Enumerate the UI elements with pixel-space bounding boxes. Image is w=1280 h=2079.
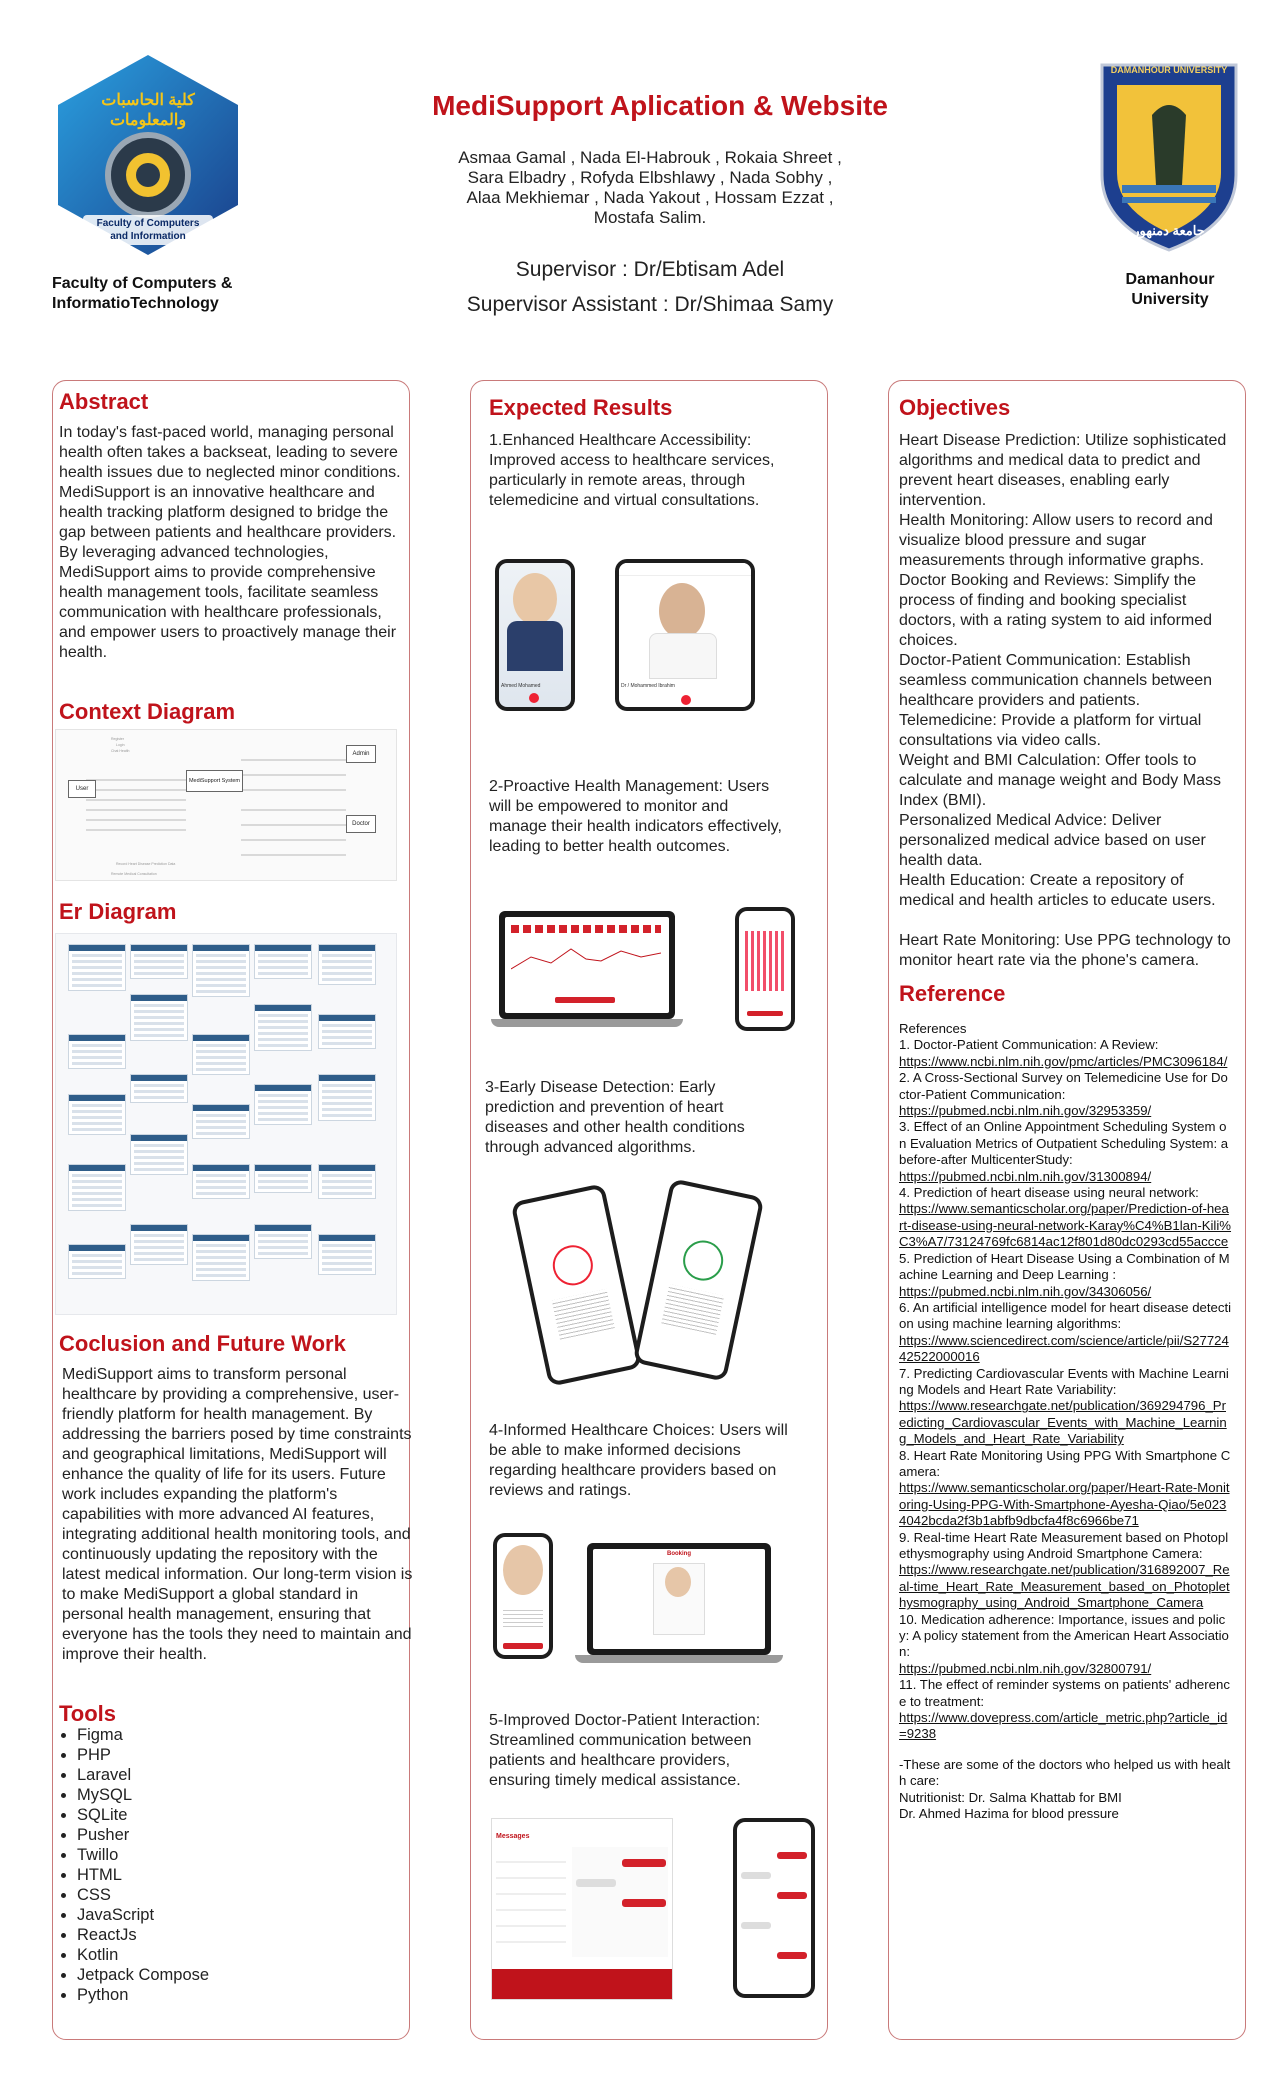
reference-list	[899, 1021, 1233, 1823]
reference-entry: 6. An artificial intelligence model for heart disease detection using machine learning algorithms:	[899, 1299, 1232, 1332]
messages-website	[491, 1818, 673, 2000]
objectives-title: Objectives	[899, 395, 1011, 420]
university-caption-line-2: University	[1131, 291, 1209, 308]
faculty-caption-line-2: InformatioTechnology	[52, 295, 219, 312]
university-caption	[1090, 270, 1250, 310]
list-item: Doctor Booking and Reviews: Simplify the process of finding and booking specialist doctors, with a rating system to aid informed choices.	[899, 572, 1213, 649]
reference-link[interactable]: https://www.researchgate.net/publication/369294796_Predicting_Cardiovascular_Events_with_Machine_Learning_Models_and_Heart_Rate_Variability	[899, 1398, 1227, 1447]
reference-entry: 10. Medication adherence: Importance, issues and policy: A policy statement from the American Heart Association:	[899, 1611, 1229, 1660]
er-diagram-title: Er Diagram	[59, 899, 177, 924]
reference-entry: 5. Prediction of Heart Disease Using a Combination of Machine Learning and Deep Learning :	[899, 1250, 1230, 1283]
abstract-text: In today's fast-paced world, managing personal health often takes a backseat, leading to severe health issues due to neglected minor conditions. MediSupport is an innovative healthcare and health tracking platform designed to bridge the gap between patients and healthcare providers. By leveraging advanced technologies, MediSupport aims to provide comprehensive health management tools, facilitate seamless communication with healthcare professionals, and empower users to proactively manage their health.	[59, 424, 401, 661]
tools-list	[51, 1725, 237, 2005]
booking-title: Booking	[667, 1551, 691, 1557]
reference-entry: 7. Predicting Cardiovascular Events with Machine Learning Models and Heart Rate Variability:	[899, 1365, 1229, 1397]
list-item: Doctor-Patient Communication: Establish seamless communication channels between healthcare providers and patients.	[899, 652, 1213, 709]
list-item: Personalized Medical Advice: Deliver personalized medical advice based on user health data.	[899, 812, 1206, 869]
list-item: • Twillo	[77, 1845, 237, 1865]
authors-line: Mostafa Salim.	[593, 208, 707, 227]
university-logo-arabic: جامعة دمنهور	[1133, 223, 1205, 238]
tools-title: Tools	[59, 1701, 117, 1726]
svg-text:Register: Register	[111, 737, 125, 741]
list-item: • Laravel	[77, 1765, 237, 1785]
reference-entry: 2. A Cross-Sectional Survey on Telemedicine Use for Doctor-Patient Communication:	[899, 1070, 1228, 1102]
health-dashboard-phone	[735, 907, 795, 1031]
doctors-intro: -These are some of the doctors who helped us with health care:	[899, 1756, 1231, 1789]
conclusion-text: MediSupport aims to transform personal healthcare by providing a comprehensive, user-friendly platform for health management. By addressing the barriers posed by time constraints and geographical limitations, MediSupport will enhance the quality of life for its users. Future work includes expanding the platform's capabilities with more advanced AI features, integrating additional health monitoring tools, and continuously updating the repository with the latest medical information. Our long-term vision is to make MediSupport a global standard in personal health management, ensuring that everyone has the tools they need to maintain and improve their health.	[62, 1366, 413, 1663]
heart-prediction-phone-2	[632, 1178, 764, 1382]
caller-name: Ahmed Mohamed	[501, 683, 541, 689]
doctor-credit: Nutritionist: Dr. Salma Khattab for BMI	[899, 1789, 1122, 1805]
node-system: MediSupport System	[186, 770, 243, 792]
conclusion-title: Coclusion and Future Work	[59, 1331, 346, 1356]
svg-text:Record Heart Disease Predictio: Record Heart Disease Prediction Data	[116, 862, 176, 866]
faculty-logo-text-1: Faculty of Computers	[96, 218, 200, 229]
list-item: • CSS	[77, 1885, 237, 1905]
context-diagram-title: Context Diagram	[59, 699, 236, 724]
faculty-logo	[48, 50, 248, 260]
messages-title: Messages	[496, 1833, 530, 1840]
abstract-title: Abstract	[59, 389, 149, 414]
reference-link[interactable]: https://www.sciencedirect.com/science/article/pii/S2772442522000016	[899, 1332, 1229, 1365]
list-item: Health Education: Create a repository of medical and health articles to educate users.	[899, 872, 1216, 909]
university-logo-top-text: DAMANHOUR UNIVERSITY	[1110, 65, 1228, 75]
reference-title: Reference	[899, 981, 1006, 1006]
node-doctor: Doctor	[346, 815, 376, 833]
authors	[420, 148, 880, 228]
faculty-caption-line-1: Faculty of Computers &	[52, 275, 233, 292]
reference-entry: 9. Real-time Heart Rate Measurement based on Photoplethysmography using Android Smartphone Camera:	[899, 1529, 1229, 1561]
svg-text:Chat Health: Chat Health	[111, 749, 130, 753]
reference-link[interactable]: https://pubmed.ncbi.nlm.nih.gov/31300894/	[899, 1168, 1152, 1184]
list-item: • ReactJs	[77, 1925, 237, 1945]
reference-link[interactable]: https://www.dovepress.com/article_metric.php?article_id=9238	[899, 1710, 1228, 1742]
list-item: • Python	[77, 1985, 237, 2005]
list-item: Heart Rate Monitoring: Use PPG technology to monitor heart rate via the phone's camera.	[899, 932, 1231, 969]
list-item: • MySQL	[77, 1785, 237, 1805]
svg-text:Login: Login	[116, 743, 125, 747]
doctor-name: Dr / Mohammed Ibrahim	[621, 683, 675, 689]
university-caption-line-1: Damanhour	[1125, 271, 1215, 288]
list-item: Heart Disease Prediction: Utilize sophisticated algorithms and medical data to predict and prevent heart diseases, enabling early intervention.	[899, 432, 1227, 509]
authors-line: Asmaa Gamal , Nada El-Habrouk , Rokaia Shreet ,	[458, 148, 842, 167]
doctor-credit: Dr. Ahmed Hazima for blood pressure	[899, 1806, 1119, 1822]
objectives-list	[899, 431, 1241, 971]
list-item: • HTML	[77, 1865, 237, 1885]
list-item: • JavaScript	[77, 1905, 237, 1925]
faculty-logo-text-2: and Information	[110, 231, 186, 242]
health-dashboard-laptop	[499, 911, 675, 1019]
expected-result-1: 1.Enhanced Healthcare Accessibility: Improved access to healthcare services, particularly in remote areas, through telemedicine and virtual consultations.	[489, 432, 775, 509]
booking-laptop	[587, 1543, 771, 1655]
reference-entry: 1. Doctor-Patient Communication: A Review:	[899, 1037, 1159, 1053]
middle-panel	[470, 380, 828, 2040]
page-title: MediSupport Aplication & Website	[432, 90, 888, 121]
reference-link[interactable]: https://www.researchgate.net/publication/316892007_Real-time_Heart_Rate_Measurement_based_on_Photoplethysmography_using_Android_Smartphone_Camera	[899, 1562, 1230, 1611]
reference-link[interactable]: https://www.ncbi.nlm.nih.gov/pmc/articles/PMC3096184/	[899, 1053, 1228, 1069]
right-panel	[888, 380, 1246, 2040]
left-panel	[52, 380, 413, 2040]
reference-link[interactable]: https://www.semanticscholar.org/paper/Prediction-of-heart-disease-using-neural-network-Karay%C4%B1lan-Kili%C3%A7/73124769fc6814ac12f801d80dc0293cd55accce	[899, 1201, 1232, 1250]
reference-entry: 4. Prediction of heart disease using neural network:	[899, 1185, 1199, 1201]
end-call-icon	[681, 695, 691, 705]
faculty-caption	[52, 274, 232, 314]
expected-result-2: 2-Proactive Health Management: Users will be empowered to monitor and manage their health indicators effectively, leading to better health outcomes.	[489, 778, 782, 855]
list-item: • Jetpack Compose	[77, 1965, 237, 1985]
list-item: Health Monitoring: Allow users to record and visualize blood pressure and sugar measurements through informative graphs.	[899, 512, 1213, 569]
booking-phone	[493, 1533, 553, 1659]
context-diagram	[55, 729, 397, 881]
reference-heading: References	[899, 1021, 967, 1036]
reference-entry: 8. Heart Rate Monitoring Using PPG With Smartphone Camera:	[899, 1447, 1231, 1479]
reference-entry: 11. The effect of reminder systems on patients' adherence to treatment:	[899, 1677, 1230, 1709]
video-call-tablet	[615, 559, 755, 711]
laptop-base	[491, 1019, 683, 1027]
end-call-icon	[529, 693, 539, 703]
authors-line: Sara Elbadry , Rofyda Elbshlawy , Nada Sobhy ,	[467, 168, 833, 187]
expected-results-title: Expected Results	[489, 395, 673, 420]
reference-entry: 3. Effect of an Online Appointment Scheduling System on Evaluation Metrics of Outpatient Scheduling System: a before-after MulticenterStudy:	[899, 1119, 1229, 1168]
reference-link[interactable]: https://pubmed.ncbi.nlm.nih.gov/32953359/	[899, 1103, 1152, 1119]
authors-line: Alaa Mekhiemar , Nada Yakout , Hossam Ezzat ,	[466, 188, 834, 207]
list-item: Weight and BMI Calculation: Offer tools to calculate and manage weight and Body Mass Index (BMI).	[899, 752, 1221, 809]
video-call-phone	[495, 559, 575, 711]
supervisor: Supervisor : Dr/Ebtisam Adel	[515, 258, 785, 281]
faculty-logo-arabic: كلية الحاسبات والمعلومات	[101, 92, 195, 129]
expected-result-3: 3-Early Disease Detection: Early prediction and prevention of heart diseases and other health conditions through advanced algorithms.	[485, 1079, 745, 1156]
node-admin: Admin	[346, 745, 376, 763]
svg-text:Remote Medical Consultation: Remote Medical Consultation	[111, 872, 157, 876]
list-item: • PHP	[77, 1745, 237, 1765]
expected-result-4: 4-Informed Healthcare Choices: Users will be able to make informed decisions regarding healthcare providers based on reviews and ratings.	[489, 1422, 788, 1499]
er-diagram	[55, 933, 397, 1315]
list-item: • SQLite	[77, 1805, 237, 1825]
reference-link[interactable]: https://www.semanticscholar.org/paper/Heart-Rate-Monitoring-Using-PPG-With-Smartphone-Ayesha-Qiao/5e0234042bcda2f3b1abfb9dbcfa4f8c6966be71	[899, 1480, 1230, 1529]
messages-phone	[733, 1818, 815, 1998]
reference-link[interactable]: https://pubmed.ncbi.nlm.nih.gov/32800791/	[899, 1660, 1152, 1676]
reference-link[interactable]: https://pubmed.ncbi.nlm.nih.gov/34306056/	[899, 1283, 1152, 1299]
university-logo	[1092, 55, 1246, 255]
list-item: Telemedicine: Provide a platform for virtual consultations via video calls.	[899, 712, 1202, 749]
node-user: User	[68, 780, 96, 798]
expected-result-5: 5-Improved Doctor-Patient Interaction: Streamlined communication between patients and healthcare providers, ensuring timely medical assistance.	[489, 1712, 761, 1789]
supervisor-assistant: Supervisor Assistant : Dr/Shimaa Samy	[466, 293, 834, 316]
list-item: • Kotlin	[77, 1945, 237, 1965]
list-item: • Figma	[77, 1725, 237, 1745]
list-item: • Pusher	[77, 1825, 237, 1845]
laptop-base	[575, 1655, 783, 1663]
heart-prediction-phone-1	[510, 1183, 642, 1387]
